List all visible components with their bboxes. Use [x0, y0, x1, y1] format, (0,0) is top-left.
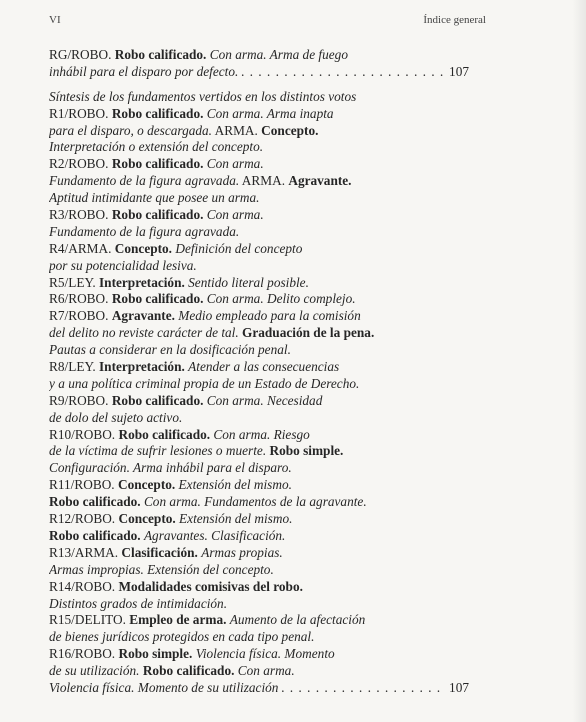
index-line [49, 596, 469, 613]
entry-code: R11/ROBO. [49, 477, 115, 493]
entry-text: de bienes jurídicos protegidos en cada tipo penal. [49, 629, 315, 645]
entry-text: Violencia física. Momento [195, 646, 335, 662]
entry-text: Configuración. Arma inhábil para el disparo. [49, 460, 292, 476]
entry-text: Pautas a considerar en la dosificación penal. [49, 342, 291, 358]
page-ref: 107 [449, 679, 469, 695]
entry-code: R14/ROBO. [49, 578, 116, 594]
entry-heading: Robo calificado. [118, 426, 211, 442]
index-entries [49, 47, 469, 697]
entry-code: R15/DELITO. [49, 612, 126, 628]
entry-heading: Robo calificado. [111, 156, 204, 172]
entry-code: R3/ROBO. [49, 207, 109, 223]
entry-code: R13/ARMA. [49, 544, 119, 560]
index-line [49, 494, 469, 511]
index-line [49, 359, 469, 376]
entry-heading: Robo calificado. [111, 392, 204, 408]
entry-heading: Interpretación. [99, 274, 185, 290]
entry-code: R8/LEY. [49, 359, 96, 375]
index-line [49, 64, 469, 81]
running-title: Índice general [423, 14, 486, 26]
entry-text: Con arma. Necesidad [206, 392, 323, 408]
entry-code: R4/ARMA. [49, 240, 112, 256]
entry-text: Violencia física. Momento de su utilización [49, 679, 279, 695]
entry-code: ARMA. [241, 173, 286, 189]
entry-text: y a una política criminal propia de un Estado de Derecho. [49, 375, 360, 391]
entry-code: R6/ROBO. [49, 291, 109, 307]
entry-text: Medio empleado para la comisión [178, 308, 361, 324]
entry-text: Con arma. [206, 156, 264, 172]
index-line [49, 511, 469, 528]
entry-text: Con arma. Riesgo [213, 426, 310, 442]
entry-heading: Robo simple. [118, 646, 193, 662]
index-line [49, 89, 469, 106]
entry-text: Con arma. Arma de fuego [209, 47, 348, 62]
index-line [49, 139, 469, 156]
entry-code: R9/ROBO. [49, 392, 109, 408]
entry-text: Con arma. [237, 663, 295, 679]
index-line [49, 629, 469, 646]
entry-code: RG/ROBO. [49, 47, 112, 62]
entry-text: Armas propias. [201, 544, 283, 560]
entry-code: R10/ROBO. [49, 426, 116, 442]
index-line [49, 275, 469, 292]
index-line [49, 342, 469, 359]
running-header [0, 14, 586, 30]
page-number: VI [49, 14, 61, 26]
entry-text: Sentido literal posible. [188, 274, 309, 290]
entry-text: Con arma. [206, 207, 264, 223]
index-line [49, 47, 469, 64]
index-line [49, 224, 469, 241]
entry-heading: Robo calificado. [142, 663, 235, 679]
index-line [49, 612, 469, 629]
entry-text: Atender a las consecuencias [188, 359, 340, 375]
index-line [49, 291, 469, 308]
entry-text: Distintos grados de intimidación. [49, 595, 228, 611]
index-line [49, 325, 469, 342]
page-ref: 107 [449, 63, 469, 79]
entry-heading: Modalidades comisivas del robo. [118, 578, 303, 594]
entry-heading: Robo calificado. [114, 47, 207, 62]
entry-heading: Robo calificado. [49, 494, 141, 510]
entry-text: Con arma. Arma inapta [206, 105, 334, 121]
entry-text: Extensión del mismo. [179, 511, 293, 527]
index-line [49, 460, 469, 477]
index-line [49, 241, 469, 258]
entry-text: Con arma. Fundamentos de la agravante. [143, 494, 367, 510]
entry-text: Fundamento de la figura agravada. [49, 173, 240, 189]
entry-text: Aptitud intimidante que posee un arma. [49, 190, 260, 206]
entry-text: de la víctima de sufrir lesiones o muerte. [49, 443, 267, 459]
index-line [49, 258, 469, 275]
entry-text: Fundamento de la figura agravada. [49, 223, 240, 239]
entry-text: Síntesis de los fundamentos vertidos en los distintos votos [49, 88, 357, 104]
index-line [49, 680, 469, 697]
index-line [49, 123, 469, 140]
entry-heading: Clasificación. [121, 544, 198, 560]
entry-heading: Concepto. [261, 122, 319, 138]
index-line [49, 443, 469, 460]
index-line [49, 376, 469, 393]
entry-heading: Robo calificado. [111, 207, 204, 223]
index-line [49, 207, 469, 224]
index-line [49, 173, 469, 190]
entry-code: ARMA. [214, 122, 258, 138]
entry-code: R7/ROBO. [49, 308, 109, 324]
index-line [49, 579, 469, 596]
index-line [49, 156, 469, 173]
entry-text: inhábil para el disparo por defecto. [49, 63, 239, 79]
entry-heading: Robo calificado. [49, 527, 141, 543]
entry-heading: Concepto. [114, 240, 173, 256]
entry-heading: Graduación de la pena. [242, 325, 375, 341]
index-line [49, 646, 469, 663]
entry-text: de su utilización. [49, 663, 140, 679]
index-line [49, 106, 469, 123]
index-line [49, 308, 469, 325]
entry-text: Agravantes. Clasificación. [143, 527, 286, 543]
index-line [49, 393, 469, 410]
entry-code: R16/ROBO. [49, 646, 116, 662]
entry-code: R2/ROBO. [49, 156, 109, 172]
entry-text: del delito no reviste carácter de tal. [49, 325, 239, 341]
entry-heading: Concepto. [118, 511, 176, 527]
index-line [49, 528, 469, 545]
entry-text: Aumento de la afectación [229, 612, 366, 628]
index-line [49, 562, 469, 579]
index-line [49, 663, 469, 680]
entry-heading: Robo calificado. [111, 291, 204, 307]
entry-heading: Robo calificado. [111, 105, 204, 121]
index-line [49, 477, 469, 494]
entry-text: de dolo del sujeto activo. [49, 409, 183, 425]
entry-code: R12/ROBO. [49, 511, 116, 527]
entry-text: Armas impropias. Extensión del concepto. [49, 561, 274, 577]
page-edge-shadow [572, 0, 586, 722]
index-line [49, 545, 469, 562]
entry-text: Definición del concepto [175, 240, 303, 256]
entry-text: para el disparo, o descargada. [49, 122, 213, 138]
entry-heading: Empleo de arma. [129, 612, 227, 628]
entry-text: Con arma. Delito complejo. [206, 291, 356, 307]
index-line [49, 410, 469, 427]
entry-heading: Robo simple. [269, 443, 344, 459]
entry-heading: Interpretación. [99, 359, 185, 375]
index-line [49, 427, 469, 444]
entry-text: por su potencialidad lesiva. [49, 257, 197, 273]
entry-code: R5/LEY. [49, 274, 96, 290]
dot-leader [281, 680, 446, 697]
entry-text: Extensión del mismo. [178, 477, 292, 493]
entry-heading: Agravante. [288, 173, 352, 189]
dot-leader [241, 64, 446, 81]
entry-heading: Concepto. [117, 477, 176, 493]
entry-heading: Agravante. [111, 308, 175, 324]
entry-text: Interpretación o extensión del concepto. [49, 139, 264, 155]
entry-code: R1/ROBO. [49, 105, 109, 121]
index-line [49, 190, 469, 207]
